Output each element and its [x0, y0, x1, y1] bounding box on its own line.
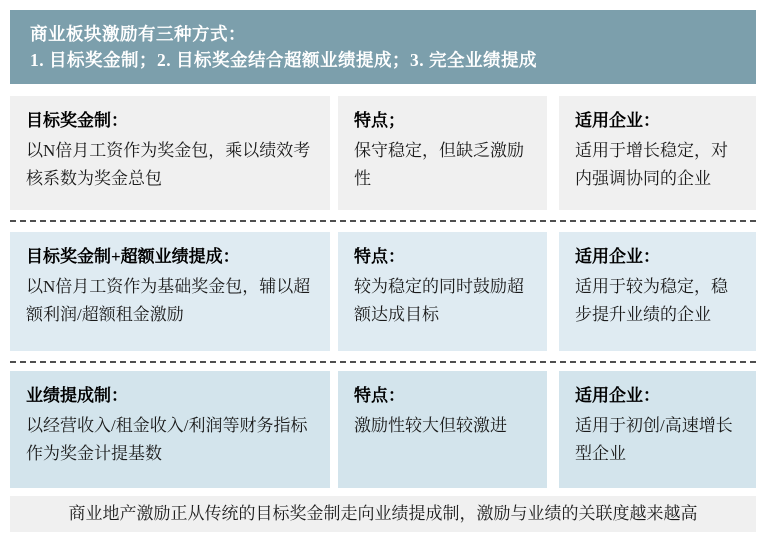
row-target-bonus: [10, 96, 756, 210]
card-title: 业绩提成制：: [26, 386, 128, 405]
card-method-pure-commission: [10, 371, 330, 488]
card-title: 目标奖金制+超额业绩提成：: [26, 247, 240, 266]
card-body: 以N倍月工资作为奖金包，乘以绩效考核系数为奖金总包: [26, 141, 311, 188]
dashed-divider-2: [10, 361, 756, 363]
card-method-target-bonus: [10, 96, 330, 210]
card-features-bonus-plus-commission: [338, 232, 547, 351]
card-features-pure-commission: [338, 371, 547, 488]
banner-line-2: 1. 目标奖金制；2. 目标奖金结合超额业绩提成；3. 完全业绩提成: [30, 50, 537, 70]
banner-line-1: 商业板块激励有三种方式：: [30, 24, 246, 44]
card-applicable-pure-commission: [559, 371, 756, 488]
row-bonus-plus-commission: [10, 232, 756, 351]
card-body: 适用于初创/高速增长型企业: [575, 416, 733, 463]
card-body: 较为稳定的同时鼓励超额达成目标: [354, 277, 524, 324]
card-body: 以N倍月工资作为基础奖金包，辅以超额利润/超额租金激励: [26, 277, 311, 324]
row-pure-commission: [10, 371, 756, 488]
card-title: 适用企业：: [575, 247, 660, 266]
card-title: 特点：: [354, 247, 405, 266]
card-title: 特点：: [354, 386, 405, 405]
card-body: 适用于较为稳定，稳步提升业绩的企业: [575, 277, 728, 324]
card-body: 激励性较大但较激进: [354, 416, 507, 435]
card-applicable-target-bonus: [559, 96, 756, 210]
card-body: 适用于增长稳定，对内强调协同的企业: [575, 141, 728, 188]
title-banner: [10, 10, 756, 84]
footer-note: 商业地产激励正从传统的目标奖金制走向业绩提成制，激励与业绩的关联度越来越高: [10, 496, 756, 532]
card-title: 特点；: [354, 111, 405, 130]
card-title: 目标奖金制：: [26, 111, 128, 130]
card-title: 适用企业：: [575, 386, 660, 405]
card-body: 以经营收入/租金收入/利润等财务指标作为奖金计提基数: [26, 416, 308, 463]
card-title: 适用企业：: [575, 111, 660, 130]
card-body: 保守稳定，但缺乏激励性: [354, 141, 524, 188]
card-applicable-bonus-plus-commission: [559, 232, 756, 351]
dashed-divider-1: [10, 220, 756, 222]
card-features-target-bonus: [338, 96, 547, 210]
card-method-bonus-plus-commission: [10, 232, 330, 351]
